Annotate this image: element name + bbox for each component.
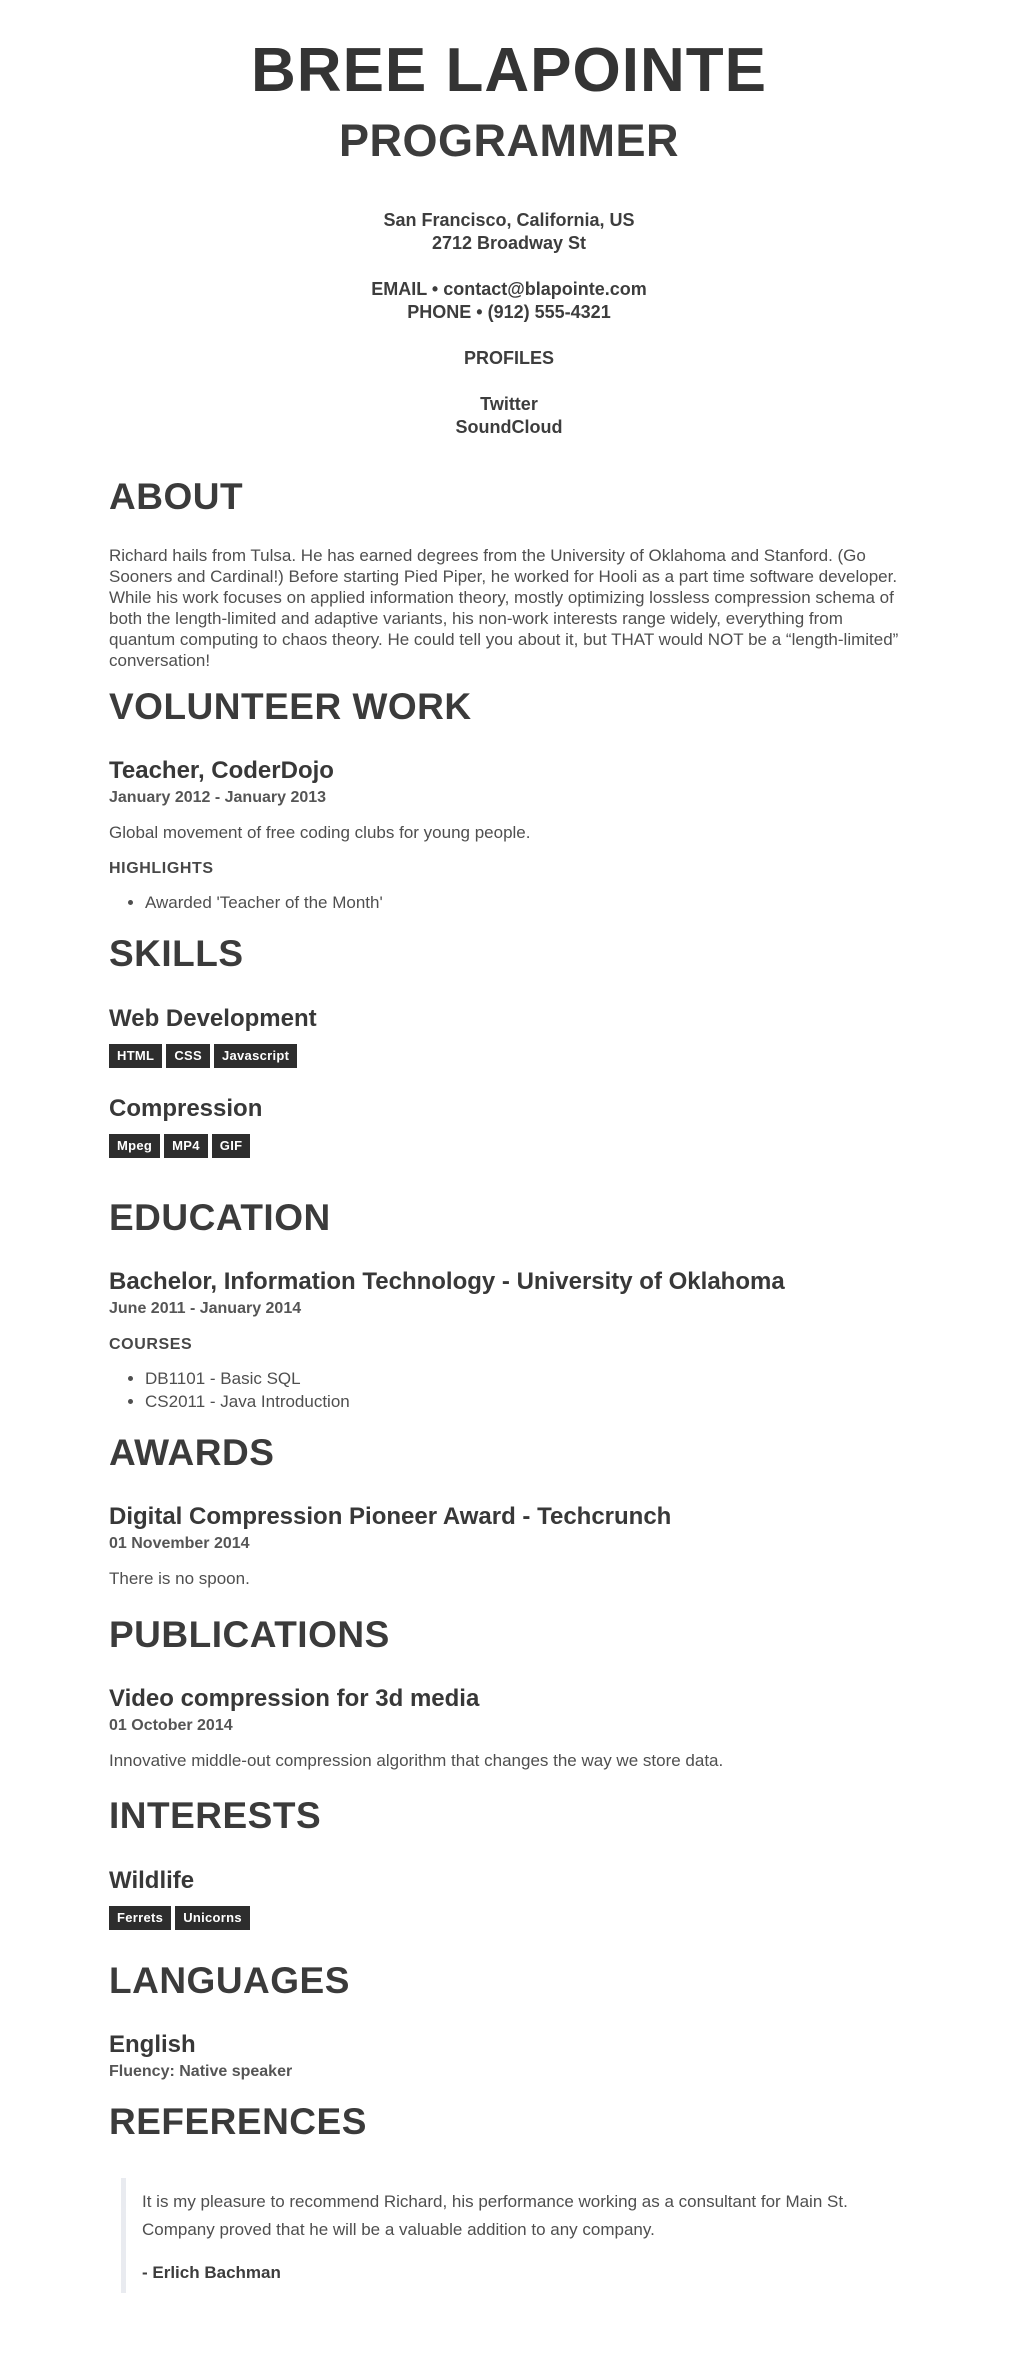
volunteer-summary: Global movement of free coding clubs for young people. [109,823,531,842]
reference-author: - Erlich Bachman [142,2263,281,2282]
skill-tags [109,1134,909,1158]
volunteer-dates: January 2012 - January 2013 [109,789,327,806]
skill-tag: Mpeg [109,1134,160,1158]
language-item [109,2030,909,2082]
course-item: • DB1101 - Basic SQL [145,1367,909,1390]
contact-block [109,278,909,324]
section-about [109,475,909,671]
street-line: 2712 Broadway St [431,233,587,253]
award-summary: There is no spoon. [109,1569,250,1588]
section-heading-education: EDUCATION [109,1197,331,1238]
section-heading-volunteer: VOLUNTEER WORK [109,686,472,727]
interest-tag: Unicorns [175,1906,250,1930]
interest-tags [109,1906,909,1930]
skill-tag: CSS [166,1044,210,1068]
publication-item [109,1684,909,1771]
section-references [109,2100,909,2293]
section-heading-awards: AWARDS [109,1432,275,1473]
language-fluency: Fluency: Native speaker [109,2063,293,2080]
resume-header [109,36,909,439]
skill-group-web-development [109,1004,909,1068]
skill-tag: GIF [212,1134,251,1158]
resume-page [109,0,909,2293]
section-heading-skills: SKILLS [109,933,244,974]
skill-tag: HTML [109,1044,162,1068]
course-item: • CS2011 - Java Introduction [145,1390,909,1413]
highlights-label: HIGHLIGHTS [109,860,214,877]
interest-tag: Ferrets [109,1906,171,1930]
profile-link-twitter[interactable]: Twitter [480,394,538,414]
volunteer-item [109,756,909,914]
courses-list [109,1367,909,1413]
reference-quote-text: It is my pleasure to recommend Richard, his performance working as a consultant for Main St. Company proved that he will be a valuable addition to any company. [142,2192,848,2239]
skill-group-name: Compression [109,1095,263,1122]
publication-title: Video compression for 3d media [109,1685,480,1712]
section-languages [109,1959,909,2082]
profiles-label: PROFILES [463,348,554,368]
award-date: 01 November 2014 [109,1535,250,1552]
email-line: EMAIL • contact@blapointe.com [371,279,647,299]
candidate-name: BREE LAPOINTE [251,36,767,105]
location-line: San Francisco, California, US [383,210,635,230]
section-skills [109,932,909,1158]
courses-label: COURSES [109,1336,193,1353]
section-heading-publications: PUBLICATIONS [109,1614,390,1655]
skill-tags [109,1044,909,1068]
skill-tag: Javascript [214,1044,297,1068]
about-text: Richard hails from Tulsa. He has earned degrees from the University of Oklahoma and Stanford. (Go Sooners and Cardinal!) Before starting Pied Piper, he worked for Hooli as a part time software developer. While his work focuses on applied information theory, mostly optimizing lossless compression schema of both the length-limited and adaptive variants, his non-work interests range widely, everything from quantum computing to chaos theory. He could tell you about it, but THAT would NOT be a “length-limited” conversation! [109,546,899,670]
address-block [109,209,909,255]
interest-group-name: Wildlife [109,1867,195,1894]
section-heading-about: ABOUT [109,476,244,517]
award-title: Digital Compression Pioneer Award - Techcrunch [109,1503,672,1530]
section-heading-languages: LANGUAGES [109,1960,350,2001]
language-name: English [109,2031,196,2058]
highlights-list [109,891,909,914]
section-interests [109,1794,909,1930]
section-publications [109,1613,909,1771]
education-item [109,1267,909,1413]
education-dates: June 2011 - January 2014 [109,1300,302,1317]
skill-group-name: Web Development [109,1005,317,1032]
interest-group-wildlife [109,1866,909,1930]
publication-date: 01 October 2014 [109,1717,233,1734]
highlight-item: • Awarded 'Teacher of the Month' [145,891,909,914]
phone-line: PHONE • (912) 555-4321 [407,302,611,322]
publication-summary: Innovative middle-out compression algorithm that changes the way we store data. [109,1751,724,1770]
education-title: Bachelor, Information Technology - University of Oklahoma [109,1268,785,1295]
profile-link-soundcloud[interactable]: SoundCloud [455,417,563,437]
reference-quote-block [121,2178,909,2293]
skill-tag: MP4 [164,1134,208,1158]
profiles-list [109,393,909,439]
volunteer-title: Teacher, CoderDojo [109,757,334,784]
section-education [109,1196,909,1413]
award-item [109,1502,909,1589]
skill-group-compression [109,1094,909,1158]
section-volunteer-work [109,685,909,914]
section-heading-interests: INTERESTS [109,1795,322,1836]
section-heading-references: REFERENCES [109,2101,367,2142]
section-awards [109,1431,909,1589]
candidate-role: PROGRAMMER [339,115,679,166]
